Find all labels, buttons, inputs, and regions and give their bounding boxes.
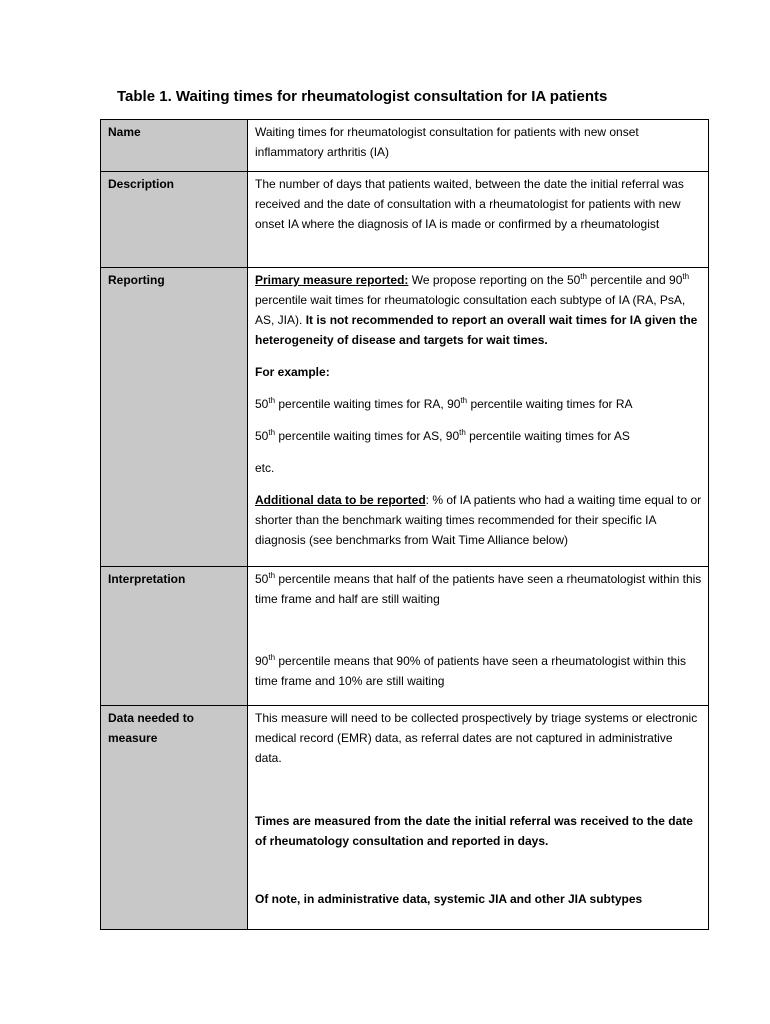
additional-data-paragraph: Additional data to be reported: % of IA patients who had a waiting time equal to or shorter than the benchmark waiting times recommended for their specific IA diagnosis (see benchmarks from Wait Time Alliance below) [255,493,702,547]
example-line-as: 50th percentile waiting times for AS, 90th percentile waiting times for AS [255,428,630,443]
row-description [101,172,709,268]
row-label-description: Description [101,172,248,268]
primary-measure-heading: Primary measure reported: [255,273,409,287]
data-needed-note: Of note, in administrative data, systemic JIA and other JIA subtypes [255,892,643,906]
example-etc: etc. [255,461,275,475]
data-needed-measurement: Times are measured from the date the initial referral was received to the date of rheumatology consultation and reported in days. [255,814,693,848]
measure-table [100,119,709,930]
example-heading: For example: [255,365,330,379]
table-title: Table 1. Waiting times for rheumatologist consultation for IA patients [117,88,608,105]
example-line-ra: 50th percentile waiting times for RA, 90th percentile waiting times for RA [255,396,633,411]
additional-data-heading: Additional data to be reported [255,493,426,507]
interpretation-50th: 50th percentile means that half of the patients have seen a rheumatologist within this time frame and half are still waiting [255,571,702,606]
row-interpretation [101,567,709,706]
row-value-reporting [248,268,709,567]
row-label-name: Name [101,120,248,172]
row-label-interpretation: Interpretation [101,567,248,706]
row-value-data-needed [248,706,709,930]
interpretation-90th: 90th percentile means that 90% of patients have seen a rheumatologist within this time frame and 10% are still waiting [255,653,686,688]
row-label-data-needed: Data needed to measure [101,706,248,930]
row-value-interpretation [248,567,709,706]
primary-measure-note: It is not recommended to report an overall wait times for IA given the heterogeneity of disease and targets for wait times. [255,313,698,347]
row-value-name: Waiting times for rheumatologist consultation for patients with new onset inflammatory arthritis (IA) [248,120,709,172]
data-needed-collection: This measure will need to be collected prospectively by triage systems or electronic medical record (EMR) data, as referral dates are not captured in administrative data. [255,711,698,765]
primary-measure-paragraph: Primary measure reported: We propose reporting on the 50th percentile and 90th percentile wait times for rheumatologic consultation each subtype of IA (RA, PsA, AS, JIA). It is not recommended to report an overall wait times for IA given the heterogeneity of disease and targets for wait times. [255,272,698,347]
row-name [101,120,709,172]
row-value-description: The number of days that patients waited, between the date the initial referral was received and the date of consultation with a rheumatologist for patients with new onset IA where the diagnosis of IA is made or confirmed by a rheumatologist [248,172,709,268]
row-data-needed [101,706,709,930]
row-label-reporting: Reporting [101,268,248,567]
row-reporting [101,268,709,567]
